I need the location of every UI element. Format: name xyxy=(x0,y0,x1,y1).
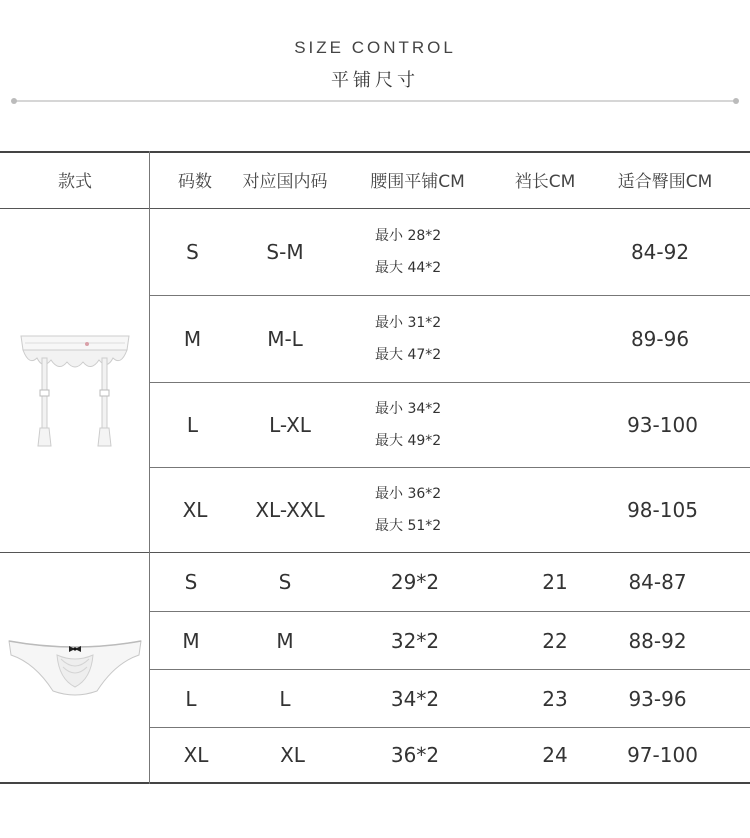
garter-belt-icon xyxy=(15,306,135,456)
waist-min: 最小 36*2 xyxy=(375,486,442,502)
hip-cell: 97-100 xyxy=(627,743,698,767)
panty-icon xyxy=(5,633,145,703)
cn-size-cell: M-L xyxy=(267,327,303,351)
waist-cell xyxy=(375,296,485,382)
waist-max: 最大 47*2 xyxy=(375,347,442,363)
col-header-waist: 腰围平铺CM xyxy=(370,172,465,192)
garter-belt-image xyxy=(0,209,150,552)
rise-cell: 21 xyxy=(542,570,568,594)
cn-size-cell: S xyxy=(278,570,292,594)
waist-cell: 32*2 xyxy=(390,628,440,653)
size-cell: XL xyxy=(183,743,209,767)
title-english: SIZE CONTROL xyxy=(294,38,456,57)
size-table xyxy=(0,151,750,784)
col-header-hip: 适合臀围CM xyxy=(617,172,713,192)
waist-max: 最大 44*2 xyxy=(375,260,442,276)
cn-size-cell: S-M xyxy=(266,240,304,264)
col-header-size: 码数 xyxy=(178,172,212,192)
cn-size-cell: L xyxy=(279,686,291,711)
waist-max: 最大 49*2 xyxy=(375,433,442,449)
waist-cell: 36*2 xyxy=(390,743,440,767)
col-header-rise: 裆长CM xyxy=(514,172,576,192)
size-cell: S xyxy=(184,570,198,594)
hip-cell: 88-92 xyxy=(628,628,687,653)
table-bottom-border xyxy=(0,782,750,784)
hip-cell: 84-92 xyxy=(630,240,690,264)
waist-cell xyxy=(375,209,485,295)
size-cell: L xyxy=(186,413,199,437)
cn-size-cell: XL-XXL xyxy=(255,498,325,522)
size-cell: XL xyxy=(182,498,208,522)
size-cell: M xyxy=(182,628,200,653)
panty-image xyxy=(0,553,150,782)
cn-size-cell: XL xyxy=(280,743,305,767)
waist-min: 最小 31*2 xyxy=(375,315,442,331)
hip-cell: 93-100 xyxy=(627,413,698,437)
waist-cell xyxy=(375,383,485,467)
waist-cell: 29*2 xyxy=(390,570,440,594)
hip-cell: 89-96 xyxy=(630,327,690,351)
hip-cell: 98-105 xyxy=(627,498,698,522)
title-chinese: 平铺尺寸 xyxy=(331,70,419,91)
col-header-style: 款式 xyxy=(58,172,92,192)
size-cell: L xyxy=(185,686,197,711)
waist-max: 最大 51*2 xyxy=(375,518,442,534)
rise-cell: 24 xyxy=(542,743,568,767)
rise-cell: 22 xyxy=(542,628,568,653)
waist-cell xyxy=(375,468,485,552)
cn-size-cell: L-XL xyxy=(269,413,311,437)
hip-cell: 93-96 xyxy=(628,686,687,711)
col-header-cn-size: 对应国内码 xyxy=(242,172,328,192)
hip-cell: 84-87 xyxy=(628,570,687,594)
cn-size-cell: M xyxy=(276,628,294,653)
rise-cell: 23 xyxy=(542,686,568,711)
header-divider xyxy=(14,100,736,102)
waist-min: 最小 34*2 xyxy=(375,401,442,417)
waist-cell: 34*2 xyxy=(390,686,440,711)
size-cell: M xyxy=(183,327,202,351)
waist-min: 最小 28*2 xyxy=(375,228,442,244)
size-cell: S xyxy=(186,240,199,264)
